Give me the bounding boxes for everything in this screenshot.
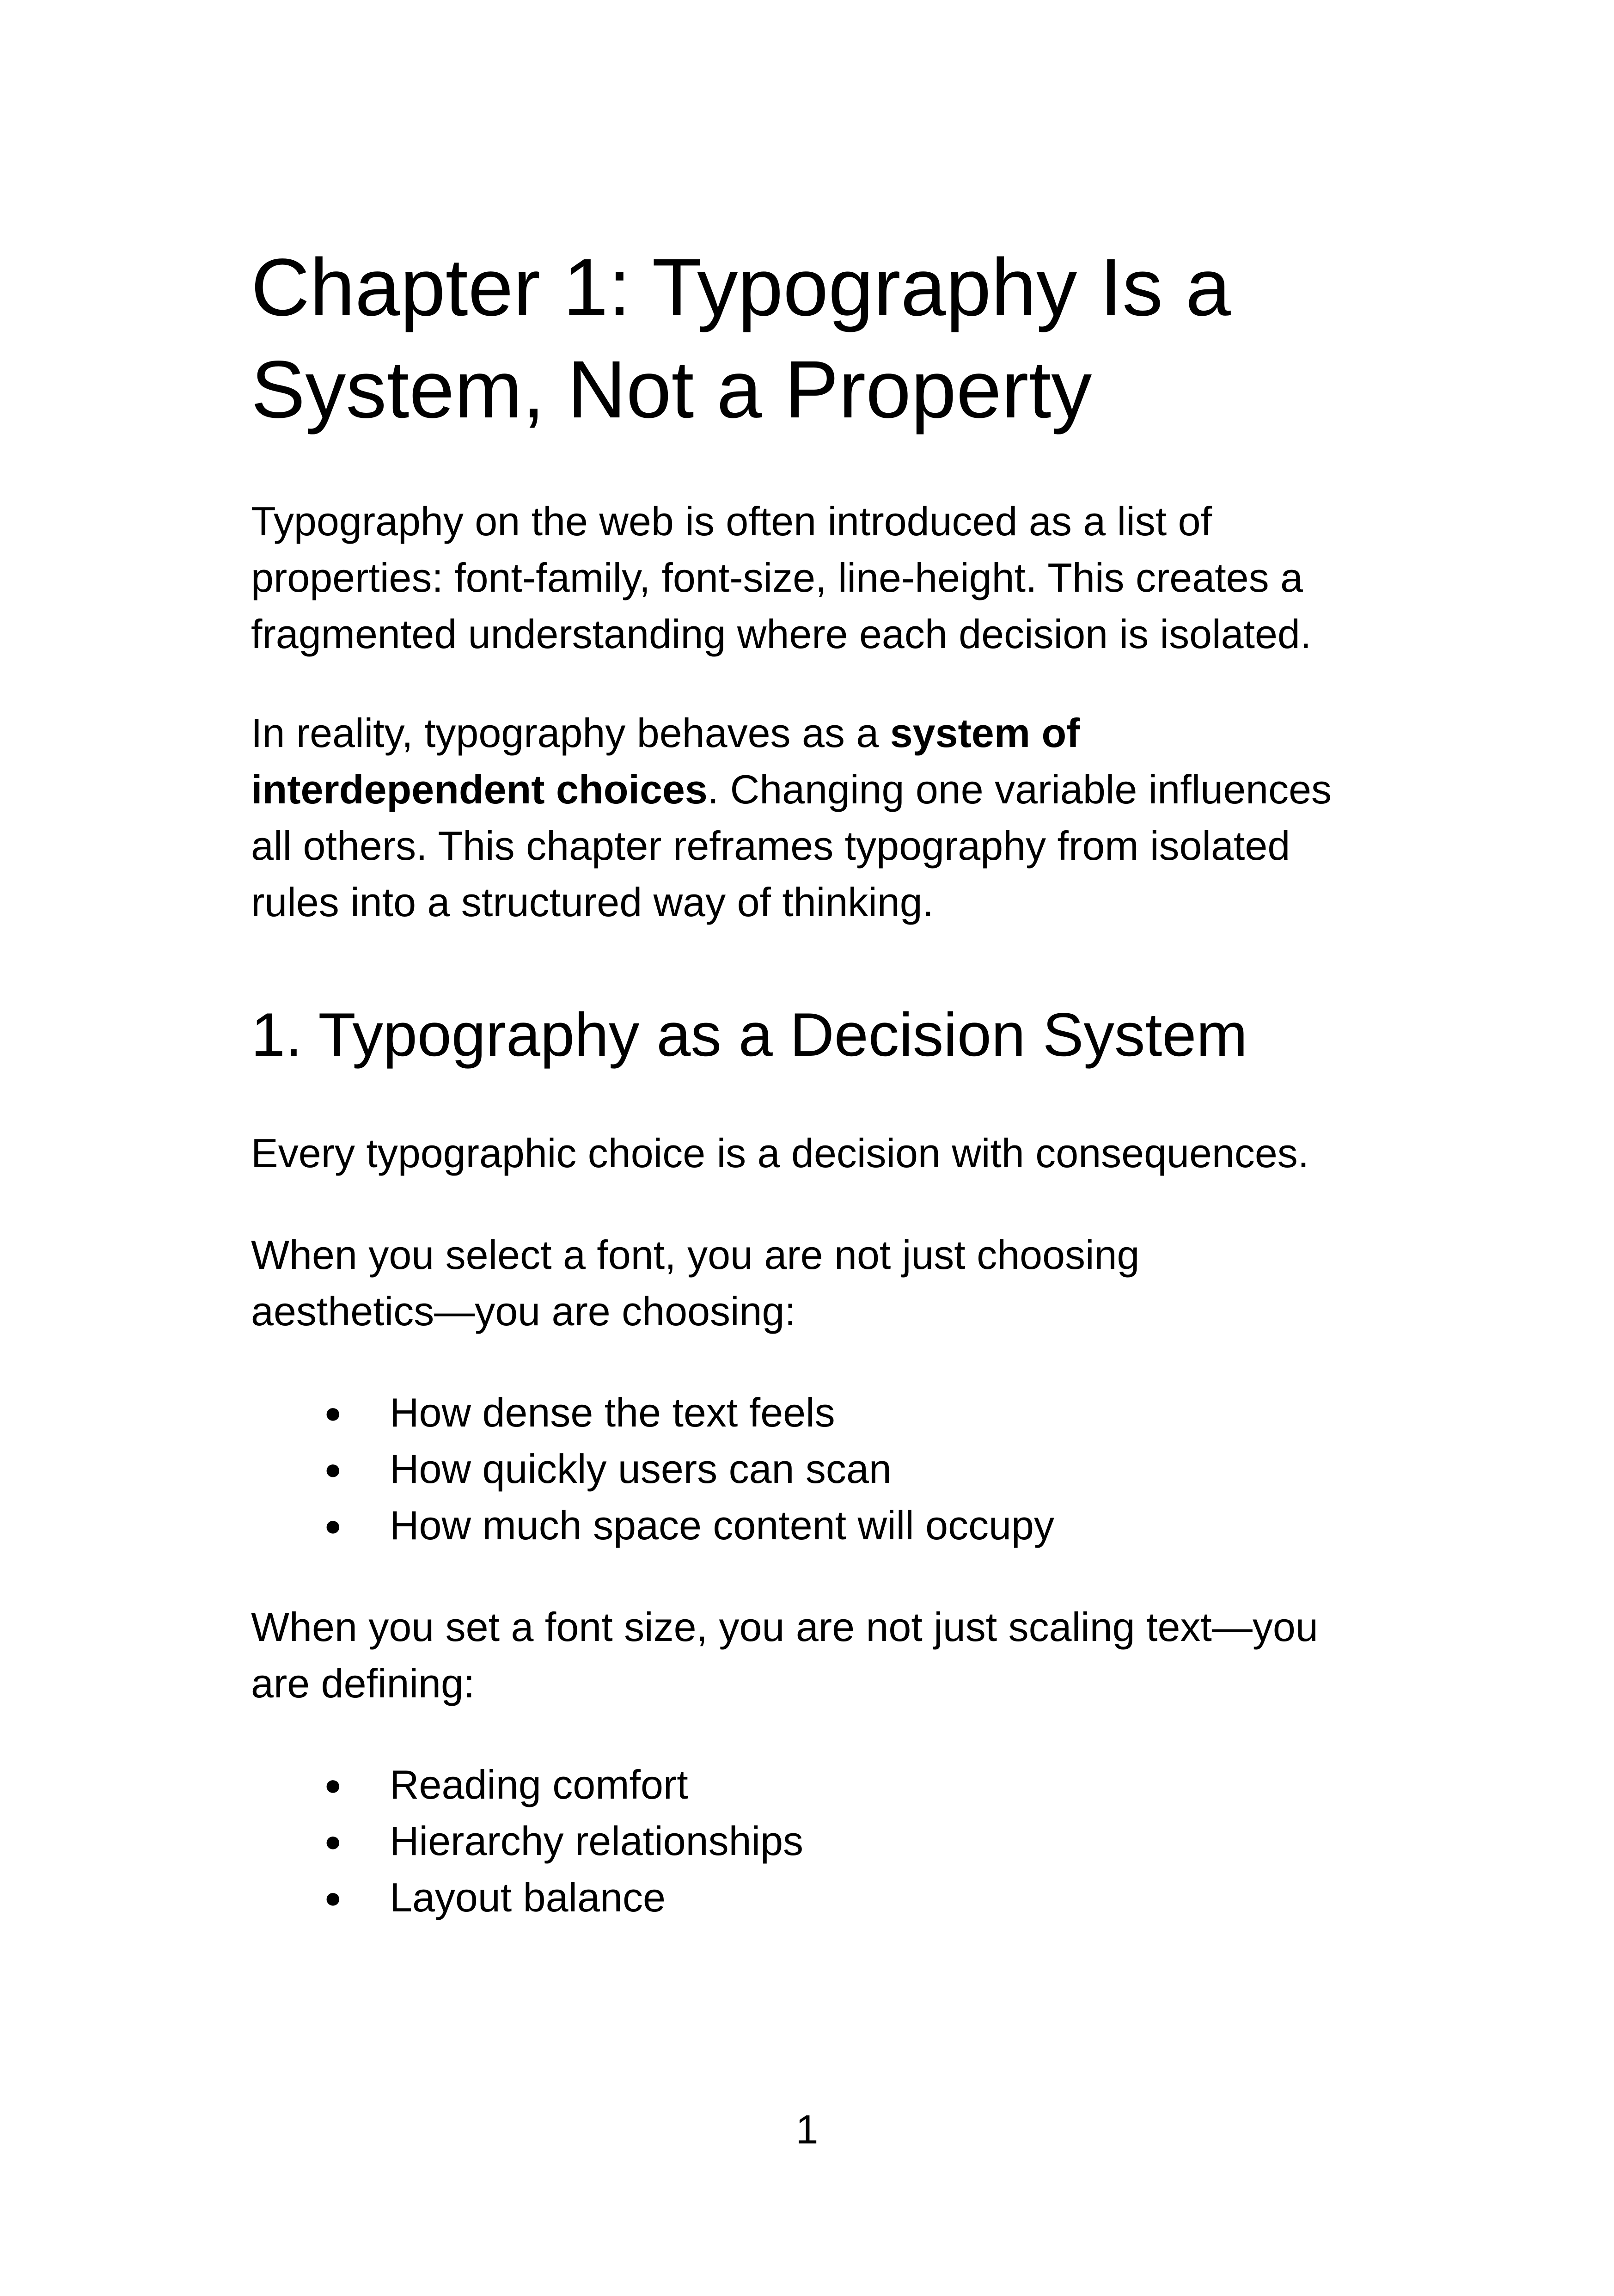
- page-number: 1: [795, 2106, 819, 2152]
- font-select-paragraph: [251, 1227, 1388, 1340]
- reality-paragraph-text: rules into a structured way of thinking.: [251, 879, 934, 925]
- intro-paragraph-line: Typography on the web is often introduced as a list of: [251, 498, 1212, 544]
- bullet-icon: ●: [324, 1509, 342, 1542]
- list-item: [251, 1384, 1388, 1441]
- bullet-icon: ●: [324, 1768, 342, 1801]
- decision-paragraph: Every typographic choice is a decision with consequences.: [251, 1130, 1309, 1176]
- list-item: [251, 1813, 1388, 1869]
- intro-paragraph: [251, 493, 1388, 662]
- reality-paragraph-text: In reality, typography behaves as a: [251, 710, 890, 756]
- chapter-title-line-2: System, Not a Property: [251, 344, 1092, 435]
- list-item-text: Layout balance: [390, 1874, 666, 1920]
- font-size-paragraph: [251, 1599, 1388, 1712]
- list-item-text: Hierarchy relationships: [390, 1818, 804, 1864]
- emphasis-text: interdependent choices: [251, 766, 708, 812]
- intro-paragraph-line: fragmented understanding where each decision is isolated.: [251, 611, 1312, 657]
- reality-paragraph-text: all others. This chapter reframes typography from isolated: [251, 823, 1290, 869]
- bullet-icon: ●: [324, 1396, 342, 1429]
- emphasis-text: system of: [890, 710, 1080, 756]
- chapter-title-line-1: Chapter 1: Typography Is a: [251, 242, 1231, 333]
- font-size-paragraph-line: When you set a font size, you are not just scaling text—you: [251, 1604, 1318, 1650]
- list-item: [251, 1441, 1388, 1497]
- intro-paragraph-line: properties: font-family, font-size, line-height. This creates a: [251, 555, 1303, 600]
- list-item-text: Reading comfort: [390, 1762, 688, 1807]
- list-item: [251, 1757, 1388, 1813]
- list-item: [251, 1869, 1388, 1926]
- list-item-text: How quickly users can scan: [390, 1446, 892, 1492]
- chapter-title: [251, 237, 1388, 441]
- font-size-bullet-list: [251, 1757, 1388, 1926]
- list-item-text: How dense the text feels: [390, 1390, 835, 1435]
- list-item-text: How much space content will occupy: [390, 1502, 1054, 1548]
- font-size-paragraph-line: are defining:: [251, 1660, 475, 1706]
- bullet-icon: ●: [324, 1825, 342, 1858]
- font-select-paragraph-line: When you select a font, you are not just choosing: [251, 1232, 1140, 1278]
- reality-paragraph: [251, 705, 1388, 931]
- bullet-icon: ●: [324, 1452, 342, 1486]
- section-heading: 1. Typography as a Decision System: [251, 1001, 1248, 1069]
- reality-paragraph-text: . Changing one variable influences: [707, 766, 1332, 812]
- font-select-bullet-list: [251, 1384, 1388, 1554]
- bullet-icon: ●: [324, 1881, 342, 1914]
- font-select-paragraph-line: aesthetics—you are choosing:: [251, 1288, 796, 1334]
- list-item: [251, 1497, 1388, 1554]
